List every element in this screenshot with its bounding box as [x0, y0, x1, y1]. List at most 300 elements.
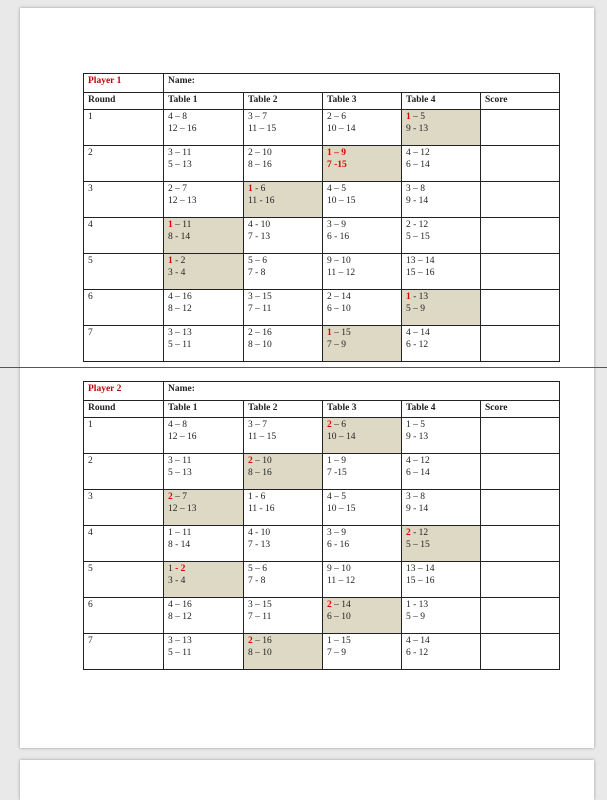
table-pairing-cell [164, 110, 244, 146]
seat-number: 3 [168, 328, 173, 338]
seat-pair-rest: – 10 [252, 456, 272, 466]
round-number: 3 [84, 182, 164, 218]
pairing-line-1 [327, 599, 397, 611]
round-row [84, 254, 560, 290]
seat-pair-rest: – 15 [331, 636, 351, 646]
seat-pair-rest: – 14 [410, 328, 430, 338]
player-name-row [84, 74, 560, 93]
table-pairing-cell [402, 110, 481, 146]
column-header-row [84, 401, 560, 418]
pairing-line-1 [248, 255, 318, 267]
pairing-line-2: 6 – 14 [406, 160, 430, 170]
seat-pair-rest: – 6 [252, 256, 267, 266]
score-cell[interactable] [481, 326, 560, 362]
seat-pair-rest: - 13 [410, 600, 429, 610]
table-pairing-cell [164, 490, 244, 526]
seat-number: 4 [168, 600, 173, 610]
pairing-line-2: 6 – 10 [327, 612, 351, 622]
round-row [84, 598, 560, 634]
round-number: 7 [84, 634, 164, 670]
pairing-line-1 [168, 291, 239, 303]
pairing-line-1 [327, 291, 397, 303]
pairing-line-1 [248, 147, 318, 159]
pairing-line-1 [327, 327, 397, 339]
pairing-line-2: 5 – 11 [168, 648, 192, 658]
seat-number: 1 [406, 600, 411, 610]
column-header: Table 4 [402, 401, 481, 418]
round-number: 4 [84, 526, 164, 562]
pairing-line-2: 10 – 15 [327, 196, 356, 206]
table-pairing-cell [402, 254, 481, 290]
table-pairing-cell [164, 218, 244, 254]
pairing-line-2: 6 - 16 [327, 232, 350, 242]
seat-pair-rest: – 16 [172, 600, 192, 610]
seat-number: 4 [327, 184, 332, 194]
pairing-line-2: 8 – 16 [248, 468, 272, 478]
round-row [84, 454, 560, 490]
pairing-line-2: 5 – 15 [406, 540, 430, 550]
pairing-line-1 [248, 599, 318, 611]
pairing-line-2: 7 - 13 [248, 540, 271, 550]
seat-number: 3 [406, 492, 411, 502]
seat-pair-rest: – 10 [331, 256, 351, 266]
pairing-line-1 [168, 563, 239, 575]
seat-number: 1 [168, 220, 173, 230]
seat-pair-rest: - 6 [252, 184, 266, 194]
seat-pair-rest: – 12 [410, 456, 430, 466]
seat-pair-rest: - 6 [252, 492, 266, 502]
table-pairing-cell [164, 290, 244, 326]
seat-number: 4 [168, 420, 173, 430]
round-row [84, 490, 560, 526]
seat-pair-rest: – 10 [252, 148, 272, 158]
seat-pair-rest: – 9 [331, 528, 346, 538]
table-pairing-cell [402, 146, 481, 182]
table-pairing-cell [244, 454, 323, 490]
score-cell[interactable] [481, 290, 560, 326]
pairing-line-1 [406, 419, 476, 431]
seat-number: 4 [327, 492, 332, 502]
pairing-line-2: 7 – 11 [248, 304, 272, 314]
table-pairing-cell [164, 254, 244, 290]
column-header: Round [84, 401, 164, 418]
pairing-line-1 [406, 327, 476, 339]
pairing-line-2: 7 - 13 [248, 232, 271, 242]
pairing-line-2: 7 – 9 [327, 340, 346, 350]
table-pairing-cell [402, 526, 481, 562]
pairing-line-2: 5 – 9 [406, 304, 425, 314]
table-pairing-cell [244, 218, 323, 254]
score-cell[interactable] [481, 182, 560, 218]
pairing-line-2: 5 – 9 [406, 612, 425, 622]
pairing-line-2: 9 - 13 [406, 124, 429, 134]
pairing-line-1 [248, 419, 318, 431]
seat-pair-rest: – 15 [331, 328, 351, 338]
column-header: Round [84, 93, 164, 110]
column-header: Table 2 [244, 93, 323, 110]
pairing-line-2: 15 – 16 [406, 268, 435, 278]
score-cell[interactable] [481, 418, 560, 454]
pairing-line-2: 5 – 15 [406, 232, 430, 242]
table-pairing-cell [244, 418, 323, 454]
pairing-line-1 [168, 327, 239, 339]
pairing-line-2: 3 - 4 [168, 576, 186, 586]
seat-number: 5 [248, 256, 253, 266]
pairing-line-2: 5 – 11 [168, 340, 192, 350]
seat-pair-rest: – 9 [331, 456, 346, 466]
table-pairing-cell [402, 182, 481, 218]
table-pairing-cell [164, 598, 244, 634]
player-name-row [84, 382, 560, 401]
seat-number: 3 [248, 600, 253, 610]
table-pairing-cell [323, 290, 402, 326]
seat-number: 2 [406, 528, 411, 538]
pairing-line-2: 11 – 15 [248, 124, 277, 134]
seat-pair-rest: – 8 [172, 420, 187, 430]
table-pairing-cell [323, 598, 402, 634]
pairing-line-2: 5 – 13 [168, 468, 192, 478]
seat-pair-rest: – 11 [172, 528, 192, 538]
seat-number: 2 [327, 292, 332, 302]
score-cell[interactable] [481, 218, 560, 254]
seat-pair-rest: – 14 [331, 600, 351, 610]
table-pairing-cell [244, 598, 323, 634]
table-pairing-cell [402, 634, 481, 670]
pairing-line-1 [327, 455, 397, 467]
seat-number: 1 [168, 564, 173, 574]
column-header: Table 2 [244, 401, 323, 418]
table-pairing-cell [164, 526, 244, 562]
seat-number: 5 [248, 564, 253, 574]
seat-number: 3 [327, 220, 332, 230]
table-pairing-cell [244, 562, 323, 598]
table-pairing-cell [402, 454, 481, 490]
seat-pair-rest: – 9 [331, 148, 346, 158]
pairing-line-2: 11 – 12 [327, 576, 356, 586]
seat-pair-rest: – 7 [172, 492, 187, 502]
seat-pair-rest: - 2 [172, 256, 186, 266]
table-pairing-cell [244, 110, 323, 146]
pairing-line-2: 12 – 16 [168, 124, 197, 134]
pairing-line-2: 5 – 13 [168, 160, 192, 170]
score-cell[interactable] [481, 454, 560, 490]
pairing-line-2: 10 – 14 [327, 432, 356, 442]
round-number: 4 [84, 218, 164, 254]
seat-number: 3 [327, 528, 332, 538]
table-pairing-cell [323, 110, 402, 146]
pairing-line-1 [168, 111, 239, 123]
pairing-line-1 [406, 599, 476, 611]
seat-pair-rest: – 14 [415, 564, 435, 574]
table-pairing-cell [323, 490, 402, 526]
seat-number: 3 [248, 112, 253, 122]
seat-pair-rest: – 14 [331, 292, 351, 302]
seat-pair-rest: – 15 [252, 292, 272, 302]
pairing-line-1 [327, 111, 397, 123]
seat-number: 2 [248, 328, 253, 338]
player-2-schedule-table [83, 381, 560, 670]
seat-pair-rest: – 5 [410, 112, 425, 122]
round-number: 1 [84, 418, 164, 454]
pairing-line-1 [248, 327, 318, 339]
table-pairing-cell [402, 490, 481, 526]
pairing-line-1 [327, 419, 397, 431]
seat-number: 4 [168, 292, 173, 302]
seat-number: 1 [248, 492, 253, 502]
pairing-line-1 [327, 219, 397, 231]
score-cell[interactable] [481, 110, 560, 146]
pairing-line-2: 10 – 15 [327, 504, 356, 514]
table-pairing-cell [164, 562, 244, 598]
seat-pair-rest: - 10 [252, 528, 271, 538]
table-pairing-cell [323, 562, 402, 598]
pairing-line-1 [168, 419, 239, 431]
seat-pair-rest: – 11 [172, 148, 192, 158]
pairing-line-2: 8 - 14 [168, 540, 191, 550]
pairing-line-2: 6 – 14 [406, 468, 430, 478]
seat-pair-rest: – 8 [410, 184, 425, 194]
seat-pair-rest: – 6 [331, 420, 346, 430]
seat-pair-rest: – 11 [172, 220, 192, 230]
name-field: Name: [164, 74, 560, 93]
pairing-line-1 [248, 291, 318, 303]
table-pairing-cell [402, 218, 481, 254]
pairing-line-1 [168, 455, 239, 467]
column-header: Table 4 [402, 93, 481, 110]
pairing-line-1 [168, 635, 239, 647]
pairing-line-1 [406, 491, 476, 503]
seat-number: 3 [168, 456, 173, 466]
pairing-line-1 [406, 219, 476, 231]
pairing-line-2: 7 – 11 [248, 612, 272, 622]
seat-number: 13 [406, 256, 416, 266]
table-pairing-cell [244, 254, 323, 290]
seat-number: 2 [406, 220, 411, 230]
seat-pair-rest: - 10 [252, 220, 271, 230]
pairing-line-1 [168, 147, 239, 159]
pairing-line-1 [248, 635, 318, 647]
seat-number: 3 [248, 420, 253, 430]
table-pairing-cell [244, 526, 323, 562]
pairing-line-1 [406, 255, 476, 267]
seat-number: 2 [248, 148, 253, 158]
column-header: Table 1 [164, 93, 244, 110]
pairing-line-1 [327, 255, 397, 267]
seat-pair-rest: – 14 [410, 636, 430, 646]
pairing-line-2: 6 – 10 [327, 304, 351, 314]
pairing-line-1 [406, 635, 476, 647]
pairing-line-1 [406, 111, 476, 123]
seat-pair-rest: - 12 [410, 528, 429, 538]
pairing-line-1 [327, 491, 397, 503]
table-pairing-cell [402, 290, 481, 326]
round-number: 2 [84, 454, 164, 490]
pairing-line-1 [327, 527, 397, 539]
score-cell[interactable] [481, 490, 560, 526]
round-number: 1 [84, 110, 164, 146]
seat-pair-rest: – 8 [410, 492, 425, 502]
player-label: Player 1 [84, 74, 164, 93]
seat-number: 4 [248, 528, 253, 538]
round-row [84, 634, 560, 670]
next-document-page [20, 760, 594, 800]
pairing-line-2: 11 - 16 [248, 196, 275, 206]
table-pairing-cell [323, 526, 402, 562]
column-header: Table 1 [164, 401, 244, 418]
pairing-line-1 [168, 491, 239, 503]
pairing-line-2: 10 – 14 [327, 124, 356, 134]
table-pairing-cell [244, 146, 323, 182]
table-pairing-cell [323, 454, 402, 490]
pairing-line-1 [248, 527, 318, 539]
column-header: Score [481, 401, 560, 418]
seat-number: 1 [168, 528, 173, 538]
pairing-line-2: 12 – 13 [168, 504, 197, 514]
score-cell[interactable] [481, 634, 560, 670]
pairing-line-1 [406, 527, 476, 539]
pairing-line-2: 6 - 16 [327, 540, 350, 550]
seat-pair-rest: – 13 [172, 636, 192, 646]
round-number: 2 [84, 146, 164, 182]
seat-number: 4 [406, 456, 411, 466]
seat-number: 3 [248, 292, 253, 302]
seat-number: 1 [406, 112, 411, 122]
pairing-line-1 [248, 491, 318, 503]
seat-number: 4 [406, 636, 411, 646]
pairing-line-1 [248, 563, 318, 575]
pairing-line-2: 3 - 4 [168, 268, 186, 278]
round-number: 6 [84, 290, 164, 326]
pairing-line-1 [406, 147, 476, 159]
table-pairing-cell [164, 454, 244, 490]
round-row [84, 218, 560, 254]
table-pairing-cell [323, 254, 402, 290]
table-pairing-cell [323, 326, 402, 362]
seat-pair-rest: – 6 [331, 112, 346, 122]
page-divider-line [0, 367, 607, 368]
seat-number: 2 [248, 456, 253, 466]
seat-pair-rest: – 9 [331, 220, 346, 230]
name-field: Name: [164, 382, 560, 401]
seat-pair-rest: - 12 [410, 220, 429, 230]
table-pairing-cell [323, 182, 402, 218]
seat-number: 4 [406, 328, 411, 338]
pairing-line-2: 6 - 12 [406, 648, 429, 658]
pairing-line-1 [248, 111, 318, 123]
seat-pair-rest: – 6 [252, 564, 267, 574]
seat-number: 2 [327, 600, 332, 610]
table-pairing-cell [323, 218, 402, 254]
seat-pair-rest: – 7 [252, 420, 267, 430]
pairing-line-1 [168, 183, 239, 195]
seat-pair-rest: - 2 [172, 564, 186, 574]
round-row [84, 526, 560, 562]
seat-number: 2 [327, 112, 332, 122]
table-pairing-cell [164, 146, 244, 182]
table-pairing-cell [244, 634, 323, 670]
round-number: 6 [84, 598, 164, 634]
seat-pair-rest: – 7 [172, 184, 187, 194]
seat-pair-rest: – 10 [331, 564, 351, 574]
seat-pair-rest: – 5 [410, 420, 425, 430]
table-pairing-cell [164, 326, 244, 362]
round-row [84, 146, 560, 182]
seat-number: 1 [406, 420, 411, 430]
seat-number: 1 [327, 636, 332, 646]
score-cell[interactable] [481, 562, 560, 598]
score-cell[interactable] [481, 146, 560, 182]
seat-number: 9 [327, 256, 332, 266]
player-1-schedule-table [83, 73, 560, 362]
seat-pair-rest: – 5 [331, 492, 346, 502]
pairing-line-2: 8 – 10 [248, 648, 272, 658]
round-row [84, 562, 560, 598]
round-number: 5 [84, 254, 164, 290]
pairing-line-2: 7 -15 [327, 468, 347, 478]
seat-pair-rest: – 16 [172, 292, 192, 302]
pairing-line-2: 6 - 12 [406, 340, 429, 350]
column-header-row [84, 93, 560, 110]
pairing-line-2: 15 – 16 [406, 576, 435, 586]
score-cell[interactable] [481, 598, 560, 634]
seat-pair-rest: – 11 [172, 456, 192, 466]
seat-pair-rest: – 7 [252, 112, 267, 122]
table-pairing-cell [164, 634, 244, 670]
pairing-line-2: 7 - 8 [248, 576, 266, 586]
seat-pair-rest: - 13 [410, 292, 429, 302]
table-pairing-cell [164, 182, 244, 218]
table-pairing-cell [402, 562, 481, 598]
round-number: 7 [84, 326, 164, 362]
pairing-line-2: 7 - 8 [248, 268, 266, 278]
pairing-line-1 [327, 147, 397, 159]
table-pairing-cell [244, 182, 323, 218]
player-label: Player 2 [84, 382, 164, 401]
seat-number: 3 [168, 148, 173, 158]
seat-pair-rest: – 8 [172, 112, 187, 122]
pairing-line-1 [327, 183, 397, 195]
table-pairing-cell [244, 490, 323, 526]
seat-number: 4 [168, 112, 173, 122]
score-cell[interactable] [481, 526, 560, 562]
pairing-line-2: 12 – 16 [168, 432, 197, 442]
seat-number: 9 [327, 564, 332, 574]
pairing-line-2: 11 – 12 [327, 268, 356, 278]
table-pairing-cell [323, 418, 402, 454]
seat-number: 13 [406, 564, 416, 574]
pairing-line-2: 7 – 9 [327, 648, 346, 658]
seat-pair-rest: – 12 [410, 148, 430, 158]
pairing-line-1 [168, 255, 239, 267]
table-pairing-cell [323, 146, 402, 182]
seat-pair-rest: – 15 [252, 600, 272, 610]
round-row [84, 326, 560, 362]
seat-pair-rest: – 13 [172, 328, 192, 338]
pairing-line-2: 8 – 12 [168, 612, 192, 622]
table-pairing-cell [323, 634, 402, 670]
pairing-line-2: 12 – 13 [168, 196, 197, 206]
table-pairing-cell [402, 598, 481, 634]
score-cell[interactable] [481, 254, 560, 290]
table-pairing-cell [164, 418, 244, 454]
pairing-line-2: 8 – 10 [248, 340, 272, 350]
seat-number: 2 [248, 636, 253, 646]
seat-number: 1 [327, 148, 332, 158]
seat-number: 2 [168, 492, 173, 502]
pairing-line-1 [406, 183, 476, 195]
seat-number: 1 [327, 456, 332, 466]
pairing-line-1 [406, 291, 476, 303]
